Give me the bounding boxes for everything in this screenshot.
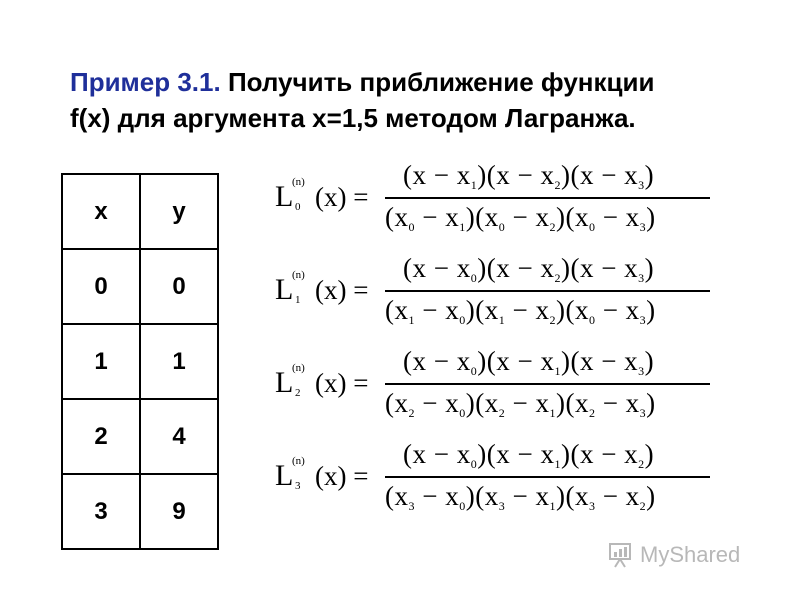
l-subscript: 1 [295, 294, 301, 306]
table-row [62, 399, 218, 474]
den-index: 0 [459, 499, 466, 513]
den-index: 2 [588, 406, 596, 420]
num-index: 0 [470, 364, 478, 378]
num-var: x [540, 160, 555, 190]
l-subscript: 0 [295, 201, 301, 213]
num-var: x [579, 439, 594, 469]
formula-argument: (x) = [315, 182, 369, 212]
den-var: x [574, 481, 589, 511]
fraction-bar [385, 383, 710, 385]
den-index: 1 [459, 220, 466, 234]
den-index: 3 [639, 406, 647, 420]
l-letter: L [275, 273, 294, 306]
l-superscript: (n) [292, 362, 305, 374]
l-subscript: 2 [295, 387, 301, 399]
table-row [62, 474, 218, 549]
num-var: x [540, 346, 555, 376]
l-superscript: (n) [292, 176, 305, 188]
header-x: x [62, 174, 140, 249]
num-var: x [456, 160, 471, 190]
den-index: 1 [408, 313, 415, 327]
example-label: Пример 3.1. [70, 67, 221, 97]
formula-numerator: $(x - x_0)(x - x_1)(x - x_3)$ [403, 346, 655, 378]
formula-numerator: $(x - x_0)(x - x_1)(x - x_2)$ [403, 439, 655, 471]
num-var: x [540, 253, 555, 283]
den-var: x [535, 295, 550, 325]
den-var: x [484, 388, 499, 418]
den-var: x [535, 481, 550, 511]
den-var: x [394, 202, 409, 232]
formula-argument: (x) = [315, 461, 369, 491]
den-var: x [394, 481, 409, 511]
den-index: 2 [498, 406, 506, 420]
num-index: 1 [470, 178, 478, 192]
num-index: 2 [554, 271, 561, 285]
num-var: x [456, 253, 471, 283]
den-index: 0 [408, 220, 415, 234]
watermark [608, 540, 740, 570]
num-var: x [412, 439, 427, 469]
num-var: x [496, 160, 511, 190]
den-var: x [535, 202, 550, 232]
num-var: x [579, 253, 594, 283]
num-var: x [412, 253, 427, 283]
lagrange-formula [275, 160, 735, 240]
presentation-icon [608, 541, 634, 569]
lagrange-formula [275, 439, 735, 519]
watermark-text: MyShared [640, 542, 741, 567]
den-var: x [445, 295, 460, 325]
den-var: x [625, 388, 640, 418]
fraction-bar [385, 290, 710, 292]
den-var: x [484, 295, 499, 325]
formula-numerator: $(x - x_0)(x - x_2)(x - x_3)$ [403, 253, 655, 285]
formula-lhs [275, 455, 369, 493]
den-var: x [445, 388, 460, 418]
num-var: x [496, 253, 511, 283]
formula-denominator: $(x_2 - x_0)(x_2 - x_1)(x_2 - x_3)$ [385, 388, 656, 420]
den-var: x [445, 202, 460, 232]
formula-denominator: $(x_0 - x_1)(x_0 - x_2)(x_0 - x_3)$ [385, 202, 656, 234]
table-cell-x: 0 [62, 249, 140, 324]
num-var: x [496, 346, 511, 376]
l-letter: L [275, 459, 294, 492]
formula-argument: (x) = [315, 275, 369, 305]
num-var: x [456, 346, 471, 376]
num-var: x [624, 253, 639, 283]
fraction-bar [385, 197, 710, 199]
num-var: x [412, 160, 427, 190]
den-var: x [445, 481, 460, 511]
den-index: 2 [549, 313, 556, 327]
table-cell-y: 4 [140, 399, 218, 474]
num-var: x [496, 439, 511, 469]
title-line-1 [70, 64, 750, 100]
title-line-2: f(x) для аргумента x=1,5 методом Лагранжа. [70, 103, 636, 133]
den-var: x [625, 202, 640, 232]
den-var: x [625, 295, 640, 325]
table-cell-y: 1 [140, 324, 218, 399]
l-symbol [275, 455, 315, 493]
l-symbol [275, 362, 315, 400]
den-index: 1 [549, 499, 556, 513]
num-index: 0 [470, 457, 478, 471]
l-symbol [275, 269, 315, 307]
formula-lhs [275, 269, 369, 307]
num-var: x [540, 439, 555, 469]
den-index: 0 [459, 313, 466, 327]
table-row [62, 324, 218, 399]
den-index: 1 [549, 406, 556, 420]
l-letter: L [275, 366, 294, 399]
num-var: x [624, 346, 639, 376]
num-var: x [579, 160, 594, 190]
den-index: 0 [588, 313, 596, 327]
den-var: x [574, 202, 589, 232]
l-superscript: (n) [292, 455, 305, 467]
table-cell-y: 9 [140, 474, 218, 549]
den-var: x [484, 202, 499, 232]
title-line-1-text: Получить приближение функции [220, 67, 655, 97]
num-index: 1 [554, 364, 561, 378]
num-index: 3 [638, 178, 645, 192]
l-subscript: 3 [295, 480, 301, 492]
xy-table [61, 173, 219, 550]
table-header-row [62, 174, 218, 249]
num-index: 2 [638, 457, 645, 471]
den-var: x [535, 388, 550, 418]
den-index: 3 [408, 499, 415, 513]
den-index: 3 [639, 313, 647, 327]
den-index: 1 [498, 313, 506, 327]
den-var: x [625, 481, 640, 511]
formula-lhs [275, 176, 369, 214]
den-index: 3 [588, 499, 596, 513]
den-index: 0 [588, 220, 596, 234]
table-row [62, 249, 218, 324]
num-var: x [456, 439, 471, 469]
den-index: 2 [549, 220, 556, 234]
den-index: 3 [639, 220, 647, 234]
den-index: 0 [498, 220, 506, 234]
table-cell-y: 0 [140, 249, 218, 324]
num-index: 1 [554, 457, 561, 471]
den-index: 2 [639, 499, 647, 513]
den-var: x [394, 295, 409, 325]
den-var: x [574, 388, 589, 418]
table-cell-x: 3 [62, 474, 140, 549]
num-var: x [624, 160, 639, 190]
num-index: 3 [638, 271, 645, 285]
lagrange-formula [275, 253, 735, 333]
l-symbol [275, 176, 315, 214]
den-var: x [484, 481, 499, 511]
num-index: 3 [638, 364, 645, 378]
den-var: x [574, 295, 589, 325]
l-superscript: (n) [292, 269, 305, 281]
den-index: 3 [498, 499, 506, 513]
formula-numerator: $(x - x_1)(x - x_2)(x - x_3)$ [403, 160, 655, 192]
num-index: 2 [554, 178, 561, 192]
table-cell-x: 2 [62, 399, 140, 474]
example-title [70, 64, 750, 136]
num-var: x [624, 439, 639, 469]
formula-argument: (x) = [315, 368, 369, 398]
den-index: 0 [459, 406, 466, 420]
header-y: y [140, 174, 218, 249]
num-var: x [579, 346, 594, 376]
formula-denominator: $(x_1 - x_0)(x_1 - x_2)(x_0 - x_3)$ [385, 295, 656, 327]
lagrange-formula [275, 346, 735, 426]
fraction-bar [385, 476, 710, 478]
num-var: x [412, 346, 427, 376]
den-index: 2 [408, 406, 415, 420]
num-index: 0 [470, 271, 478, 285]
table-cell-x: 1 [62, 324, 140, 399]
l-letter: L [275, 180, 294, 213]
formula-denominator: $(x_3 - x_0)(x_3 - x_1)(x_3 - x_2)$ [385, 481, 656, 513]
den-var: x [394, 388, 409, 418]
formula-lhs [275, 362, 369, 400]
